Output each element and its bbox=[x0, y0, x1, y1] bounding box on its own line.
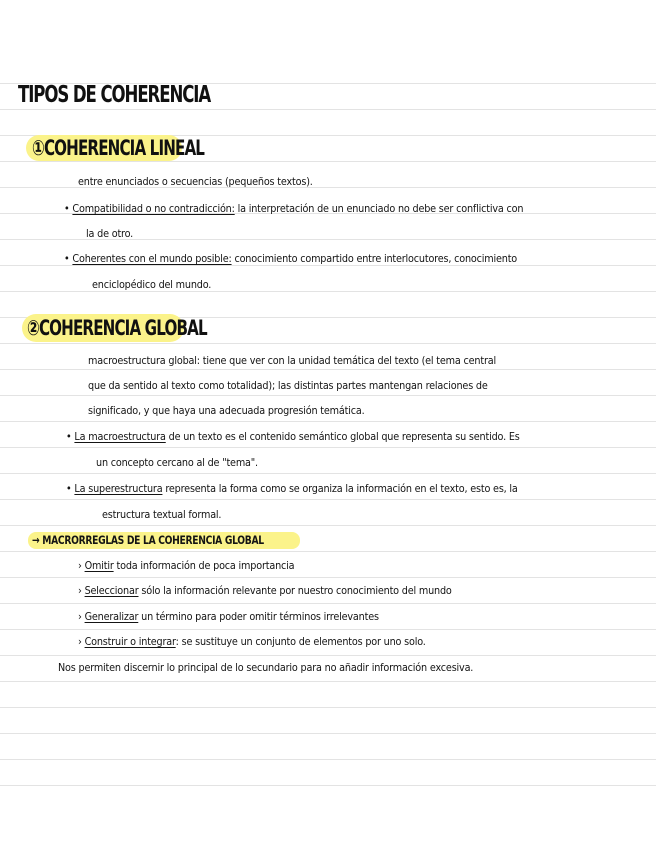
rule-marker: › bbox=[78, 611, 85, 623]
bullet-dot: • bbox=[66, 483, 75, 495]
page-bottom-margin bbox=[0, 790, 656, 848]
global-bullet-1-text: de un texto es el contenido semántico global que representa su sentido. Es bbox=[165, 431, 520, 443]
macrorregla-3-head: Generalizar bbox=[84, 611, 139, 623]
global-bullet-2-head: La superestructura bbox=[74, 483, 163, 495]
lineal-bullet-2-text: conocimiento compartido entre interlocutores, conocimiento bbox=[231, 253, 518, 265]
lineal-bullet-2-head: Coherentes con el mundo posible: bbox=[72, 253, 232, 265]
closing-note: Nos permiten discernir lo principal de lo secundario para no añadir información excesiva. bbox=[58, 662, 474, 674]
bullet-dot: • bbox=[64, 203, 73, 215]
global-bullet-2-text: representa la forma como se organiza la información en el texto, esto es, la bbox=[162, 483, 518, 495]
macrorregla-2-head: Seleccionar bbox=[84, 585, 139, 597]
lineal-intro: entre enunciados o secuencias (pequeños textos). bbox=[78, 176, 313, 188]
global-bullet-1 bbox=[66, 431, 520, 443]
rule-marker: › bbox=[78, 560, 85, 572]
global-bullet-2 bbox=[66, 483, 518, 495]
heading-coherencia-global: ②COHERENCIA GLOBAL bbox=[27, 316, 207, 340]
lineal-bullet-1-cont: la de otro. bbox=[86, 228, 134, 240]
rule-marker: › bbox=[78, 636, 85, 648]
page-top-margin bbox=[0, 0, 656, 80]
lineal-bullet-2 bbox=[64, 253, 517, 265]
global-line-1: macroestructura global: tiene que ver con la unidad temática del texto (el tema central bbox=[88, 355, 496, 367]
macrorregla-4-text: : se sustituye un conjunto de elementos por uno solo. bbox=[175, 636, 426, 648]
macrorreglas-heading: → MACRORREGLAS DE LA COHERENCIA GLOBAL bbox=[32, 533, 264, 547]
macrorregla-2 bbox=[78, 585, 452, 597]
macrorregla-4 bbox=[78, 636, 426, 648]
global-line-3: significado, y que haya una adecuada progresión temática. bbox=[88, 405, 365, 417]
lineal-bullet-1 bbox=[64, 203, 523, 215]
macrorregla-3 bbox=[78, 611, 379, 623]
global-line-2: que da sentido al texto como totalidad); las distintas partes mantengan relaciones de bbox=[88, 380, 488, 392]
macrorregla-1-text: toda información de poca importancia bbox=[113, 560, 295, 572]
heading-coherencia-lineal: ①COHERENCIA LINEAL bbox=[32, 136, 205, 160]
lineal-bullet-1-text: la interpretación de un enunciado no debe ser conflictiva con bbox=[234, 203, 524, 215]
global-bullet-2-cont: estructura textual formal. bbox=[102, 509, 222, 521]
macrorregla-2-text: sólo la información relevante por nuestro conocimiento del mundo bbox=[138, 585, 452, 597]
macrorregla-1-head: Omitir bbox=[84, 560, 114, 572]
macrorregla-3-text: un término para poder omitir términos irrelevantes bbox=[138, 611, 379, 623]
page-title: TIPOS DE COHERENCIA bbox=[18, 82, 211, 108]
macrorregla-4-head: Construir o integrar bbox=[84, 636, 176, 648]
global-bullet-1-head: La macroestructura bbox=[74, 431, 166, 443]
bullet-dot: • bbox=[64, 253, 73, 265]
global-bullet-1-cont: un concepto cercano al de "tema". bbox=[96, 457, 258, 469]
rule-marker: › bbox=[78, 585, 85, 597]
lineal-bullet-1-head: Compatibilidad o no contradicción: bbox=[72, 203, 235, 215]
macrorregla-1 bbox=[78, 560, 294, 572]
bullet-dot: • bbox=[66, 431, 75, 443]
lineal-bullet-2-cont: enciclopédico del mundo. bbox=[92, 279, 212, 291]
